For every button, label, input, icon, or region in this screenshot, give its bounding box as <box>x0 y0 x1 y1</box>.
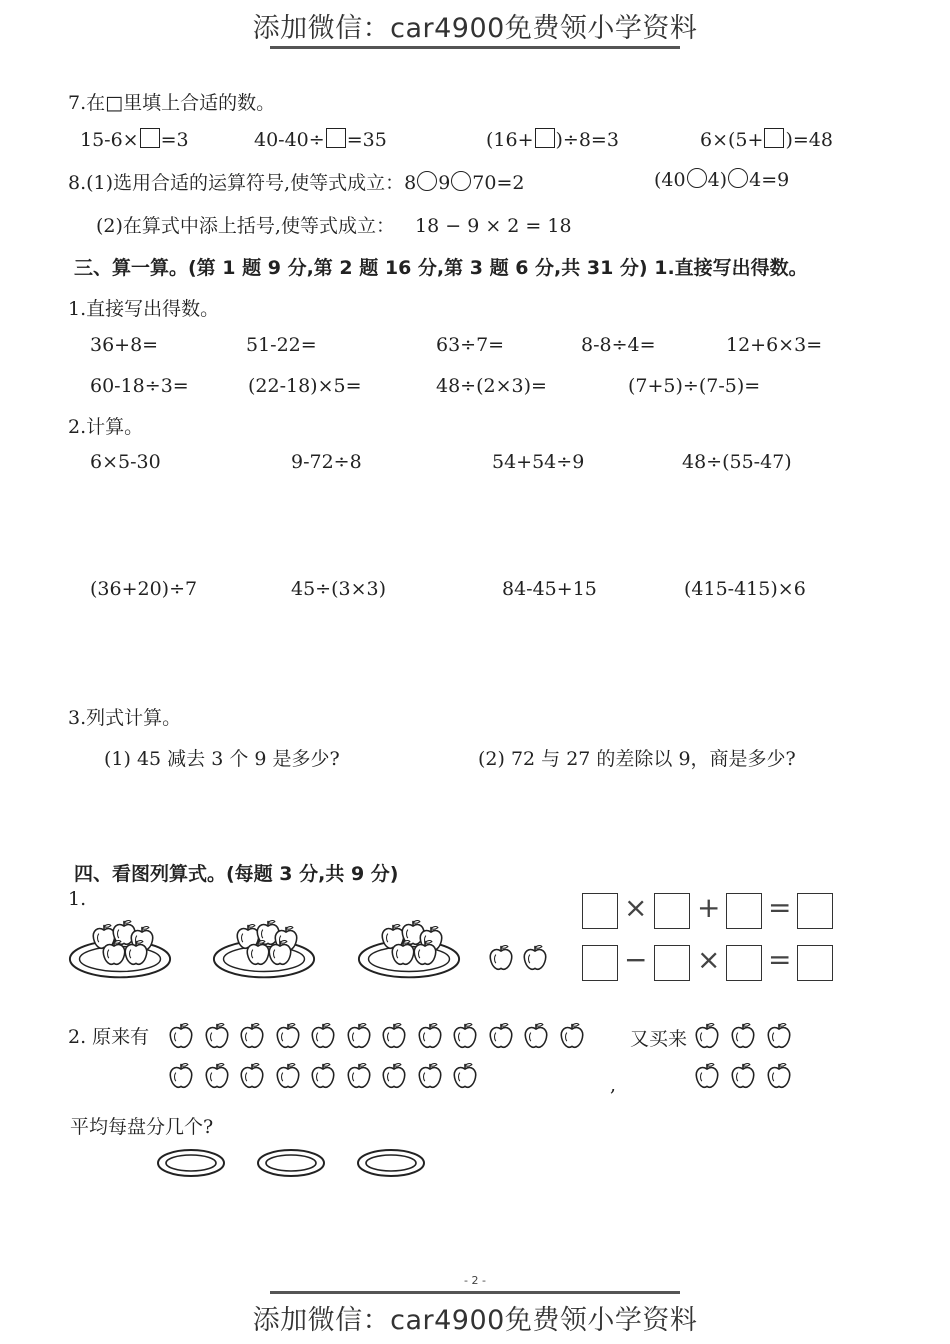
apple-icon <box>239 1062 265 1090</box>
calc-item: 8-8÷4= <box>581 334 656 356</box>
calc-item: 12+6×3= <box>726 334 823 356</box>
section3-heading: 三、算一算。(第 1 题 9 分,第 2 题 16 分,第 3 题 6 分,共 31 分) 1.直接写出得数。 <box>74 257 808 279</box>
minus-sign: − <box>624 943 648 976</box>
bottom-banner: 添加微信：car4900免费领小学资料 <box>252 1305 698 1336</box>
answer-box[interactable] <box>535 128 555 148</box>
calc-item: 6×5-30 <box>90 451 161 473</box>
apple-icon <box>523 1022 549 1050</box>
plate-with-apples <box>356 915 462 981</box>
apple-icon <box>417 1062 443 1090</box>
calc-item: 60-18÷3= <box>90 375 189 397</box>
comma: , <box>610 1074 617 1096</box>
plate-with-apples <box>211 915 317 981</box>
q8-part1: 8.(1)选用合适的运算符号,使等式成立：8 9 70=2 <box>68 172 525 194</box>
calc-item: 84-45+15 <box>502 578 597 600</box>
calc-item: (36+20)÷7 <box>90 578 198 600</box>
calc-item: 48÷(2×3)= <box>436 375 547 397</box>
apple-icon <box>452 1062 478 1090</box>
calc-item: 9-72÷8 <box>291 451 362 473</box>
calc-item: 45÷(3×3) <box>291 578 387 600</box>
apple-icon <box>766 1022 792 1050</box>
sec3-q1-title: 1.直接写出得数。 <box>68 298 220 320</box>
sec4-q2-label: 2. 原来有 <box>68 1026 150 1048</box>
apple-icon <box>488 1022 514 1050</box>
apple-icon <box>275 1022 301 1050</box>
cut-off-line <box>270 1289 680 1295</box>
q8-part2: (2)在算式中添上括号,使等式成立： 18 − 9 × 2 = 18 <box>96 215 572 237</box>
sec3-q2-title: 2.计算。 <box>68 416 144 438</box>
answer-box[interactable] <box>797 893 833 929</box>
apple-row-bought <box>694 1022 804 1052</box>
answer-box[interactable] <box>582 945 618 981</box>
section4-heading: 四、看图列算式。(每题 3 分,共 9 分) <box>74 863 399 885</box>
plate-with-apples <box>67 915 173 981</box>
times-sign: × <box>697 943 721 976</box>
calc-item: 63÷7= <box>436 334 505 356</box>
answer-box[interactable] <box>764 128 784 148</box>
apple-icon <box>168 1062 194 1090</box>
equals-sign: = <box>768 943 792 976</box>
sec4-q2-bought-label: 又买来 <box>630 1028 688 1050</box>
answer-box[interactable] <box>797 945 833 981</box>
q7-title: 7.在□里填上合适的数。 <box>68 92 276 114</box>
apple-icon <box>239 1022 265 1050</box>
calc-item: (7+5)÷(7-5)= <box>628 375 761 397</box>
q7-item-2: 40-40÷ =35 <box>254 129 387 151</box>
q7-item-4: 6×(5+ )=48 <box>700 129 833 151</box>
calc-item: 36+8= <box>90 334 159 356</box>
plus-sign: + <box>697 891 721 924</box>
calc-item: 48÷(55-47) <box>682 451 792 473</box>
sec4-q1-number: 1. <box>68 888 87 910</box>
operator-circle[interactable] <box>687 168 707 188</box>
q7-item-3: (16+ )÷8=3 <box>486 129 619 151</box>
apple-icon <box>346 1062 372 1090</box>
apple-icon <box>381 1022 407 1050</box>
answer-box[interactable] <box>726 893 762 929</box>
sec4-q2-question: 平均每盘分几个? <box>70 1116 214 1138</box>
apple-icon <box>310 1062 336 1090</box>
apple-row-bought <box>694 1062 804 1092</box>
answer-box[interactable] <box>140 128 160 148</box>
apple-icon <box>766 1062 792 1090</box>
calc-item: 54+54÷9 <box>492 451 585 473</box>
apple-icon <box>204 1062 230 1090</box>
empty-plate <box>256 1148 326 1178</box>
times-sign: × <box>624 891 648 924</box>
cut-off-line <box>270 44 680 50</box>
apple-icon <box>730 1022 756 1050</box>
apple-icon <box>204 1022 230 1050</box>
answer-box[interactable] <box>654 893 690 929</box>
apple-icon <box>346 1022 372 1050</box>
operator-circle[interactable] <box>728 168 748 188</box>
answer-box[interactable] <box>654 945 690 981</box>
operator-circle[interactable] <box>451 171 471 191</box>
apple-icon <box>522 944 548 972</box>
word-problem-2: (2) 72 与 27 的差除以 9，商是多少? <box>478 748 796 770</box>
answer-box[interactable] <box>326 128 346 148</box>
apple-icon <box>275 1062 301 1090</box>
q7-item-1: 15-6× =3 <box>80 129 189 151</box>
apple-icon <box>694 1062 720 1090</box>
apple-icon <box>730 1062 756 1090</box>
word-problem-1: (1) 45 减去 3 个 9 是多少? <box>104 748 340 770</box>
apple-icon <box>488 944 514 972</box>
apple-icon <box>310 1022 336 1050</box>
answer-box[interactable] <box>726 945 762 981</box>
apple-icon <box>559 1022 585 1050</box>
operator-circle[interactable] <box>417 171 437 191</box>
apple-row-original <box>168 1022 608 1052</box>
apple-row-original <box>168 1062 498 1092</box>
q8-part2-expression: 18 − 9 × 2 = 18 <box>415 215 572 237</box>
page-number: - 2 - <box>464 1274 486 1287</box>
apple-icon <box>168 1022 194 1050</box>
apple-icon <box>417 1022 443 1050</box>
equals-sign: = <box>768 891 792 924</box>
apple-icon <box>694 1022 720 1050</box>
q8-part1-b: (40 4) 4=9 <box>654 169 790 191</box>
calc-item: (415-415)×6 <box>684 578 806 600</box>
top-banner: 添加微信：car4900免费领小学资料 <box>252 13 698 44</box>
answer-box[interactable] <box>582 893 618 929</box>
apple-icon <box>381 1062 407 1090</box>
sec3-q3-title: 3.列式计算。 <box>68 707 182 729</box>
calc-item: 51-22= <box>246 334 317 356</box>
apple-icon <box>452 1022 478 1050</box>
empty-plate <box>356 1148 426 1178</box>
empty-plate <box>156 1148 226 1178</box>
calc-item: (22-18)×5= <box>248 375 362 397</box>
